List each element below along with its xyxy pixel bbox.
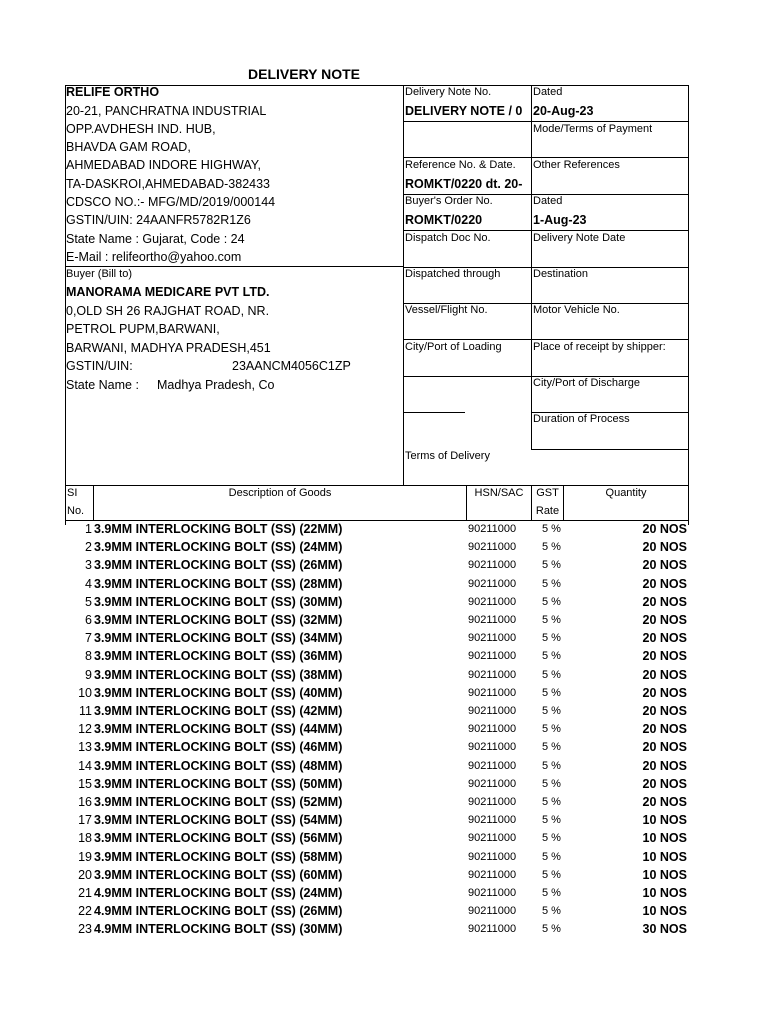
row-gst: 5 % [542,905,561,918]
seller-address-line: AHMEDABAD INDORE HIGHWAY, [66,158,261,172]
table-row [66,556,688,574]
row-number: 13 [78,740,92,755]
col-gst-header-2: Rate [535,505,560,517]
row-description: 3.9MM INTERLOCKING BOLT (SS) (42MM) [94,704,343,718]
buyers-order-value: ROMKT/0220 [405,213,483,227]
seller-email: E-Mail : relifeortho@yahoo.com [66,250,242,264]
row-gst: 5 % [542,759,561,772]
table-row [66,666,688,684]
delivery-note-date-label: Delivery Note Date [533,232,626,244]
row-hsn: 90211000 [468,814,517,827]
row-description: 3.9MM INTERLOCKING BOLT (SS) (28MM) [94,576,343,591]
row-quantity: 10 NOS [642,813,687,828]
row-hsn: 90211000 [468,577,517,590]
city-discharge-label: City/Port of Discharge [533,377,640,389]
table-row [66,902,688,920]
row-quantity: 20 NOS [642,776,687,791]
table-row [66,738,688,756]
table-row [66,538,688,556]
row-hsn: 90211000 [468,523,517,535]
row-quantity: 30 NOS [642,922,687,937]
row-quantity: 20 NOS [642,613,687,627]
row-quantity: 20 NOS [642,740,687,755]
row-gst: 5 % [542,723,561,736]
buyer-label: Buyer (Bill to) [66,268,133,280]
row-hsn: 90211000 [468,832,517,845]
row-number: 5 [85,594,92,609]
row-gst: 5 % [542,832,561,845]
row-hsn: 90211000 [468,759,517,772]
row-hsn: 90211000 [468,686,517,699]
row-quantity: 20 NOS [642,558,687,573]
dispatch-doc-label: Dispatch Doc No. [405,232,491,244]
row-gst: 5 % [542,559,561,572]
row-number: 21 [78,886,92,900]
row-hsn: 90211000 [468,668,517,681]
row-gst: 5 % [542,741,561,754]
delivery-note-no-value: DELIVERY NOTE / 0 [405,104,523,118]
row-number: 17 [78,813,92,828]
row-quantity: 20 NOS [642,704,687,718]
table-row [66,757,688,775]
place-receipt-label: Place of receipt by shipper: [533,341,666,353]
row-quantity: 10 NOS [642,831,687,846]
row-description: 3.9MM INTERLOCKING BOLT (SS) (22MM) [94,522,343,536]
row-quantity: 10 NOS [642,867,687,882]
row-gst: 5 % [542,541,561,554]
row-description: 3.9MM INTERLOCKING BOLT (SS) (26MM) [94,558,343,573]
other-references-label: Other References [533,159,620,171]
row-description: 4.9MM INTERLOCKING BOLT (SS) (30MM) [94,922,343,937]
row-hsn: 90211000 [468,741,517,754]
row-hsn: 90211000 [468,595,517,608]
table-row [66,702,688,720]
col-si-header: SI [67,487,78,499]
row-number: 18 [78,831,92,846]
seller-state: State Name : Gujarat, Code : 24 [66,232,245,246]
table-row [66,811,688,829]
row-gst: 5 % [542,814,561,827]
row-description: 3.9MM INTERLOCKING BOLT (SS) (52MM) [94,795,343,809]
col-desc-header: Description of Goods [228,487,332,499]
row-hsn: 90211000 [468,559,517,572]
page-title: DELIVERY NOTE [248,66,361,82]
motor-vehicle-label: Motor Vehicle No. [533,304,620,316]
row-hsn: 90211000 [468,541,517,554]
table-row [66,829,688,847]
row-number: 10 [78,685,92,700]
border-right [688,85,689,525]
row-description: 3.9MM INTERLOCKING BOLT (SS) (24MM) [94,540,343,555]
row-number: 9 [85,667,92,682]
table-row [66,611,688,629]
row-description: 3.9MM INTERLOCKING BOLT (SS) (58MM) [94,849,343,864]
table-row [66,866,688,884]
buyers-order-label: Buyer's Order No. [405,195,493,207]
table-row [66,575,688,593]
row-gst: 5 % [542,850,561,863]
row-number: 3 [85,558,92,573]
dispatched-through-label: Dispatched through [405,268,501,280]
table-row [66,884,688,902]
buyer-address-line: BARWANI, MADHYA PRADESH,451 [66,341,271,355]
row-number: 11 [79,704,92,718]
row-number: 15 [78,776,92,791]
buyer-gstin-label: GSTIN/UIN: [66,359,133,373]
dated-value: 20-Aug-23 [533,104,594,118]
row-hsn: 90211000 [468,614,517,626]
row-hsn: 90211000 [468,868,517,881]
row-number: 23 [78,922,92,937]
seller-address-line: TA-DASKROI,AHMEDABAD-382433 [66,177,270,191]
vessel-label: Vessel/Flight No. [405,304,488,316]
row-gst: 5 % [542,632,561,645]
buyer-address-line: 0,OLD SH 26 RAJGHAT ROAD, NR. [66,304,270,318]
row-description: 3.9MM INTERLOCKING BOLT (SS) (50MM) [94,776,343,791]
table-row [66,720,688,738]
row-description: 3.9MM INTERLOCKING BOLT (SS) (56MM) [94,831,343,846]
col-qty-header: Quantity [605,487,647,499]
row-number: 7 [85,631,92,646]
row-quantity: 10 NOS [642,904,687,919]
row-quantity: 20 NOS [642,667,687,682]
seller-address-line: BHAVDA GAM ROAD, [66,140,191,154]
row-number: 1 [85,522,92,536]
row-gst: 5 % [542,577,561,590]
row-number: 16 [78,795,92,809]
row-hsn: 90211000 [468,723,517,736]
row-number: 14 [78,758,92,773]
row-quantity: 20 NOS [642,631,687,646]
destination-label: Destination [533,268,589,280]
row-gst: 5 % [542,523,561,535]
duration-label: Duration of Process [533,413,630,425]
col-hsn-header: HSN/SAC [474,487,524,499]
row-quantity: 20 NOS [642,758,687,773]
row-description: 4.9MM INTERLOCKING BOLT (SS) (24MM) [94,886,343,900]
row-number: 22 [78,904,92,919]
row-gst: 5 % [542,614,561,626]
row-description: 3.9MM INTERLOCKING BOLT (SS) (36MM) [94,649,343,664]
table-row [66,793,688,811]
row-hsn: 90211000 [468,850,517,863]
row-quantity: 20 NOS [642,522,687,536]
table-row [66,647,688,665]
row-number: 6 [85,613,92,627]
dated2-value: 1-Aug-23 [533,213,587,227]
row-description: 3.9MM INTERLOCKING BOLT (SS) (40MM) [94,685,343,700]
row-description: 3.9MM INTERLOCKING BOLT (SS) (34MM) [94,631,343,646]
row-description: 4.9MM INTERLOCKING BOLT (SS) (26MM) [94,904,343,919]
row-gst: 5 % [542,705,561,717]
row-quantity: 20 NOS [642,795,687,809]
row-quantity: 20 NOS [642,594,687,609]
row-number: 19 [78,849,92,864]
table-row [66,593,688,611]
row-gst: 5 % [542,650,561,663]
row-hsn: 90211000 [468,796,517,808]
row-gst: 5 % [542,923,561,936]
reference-label: Reference No. & Date. [405,159,516,171]
table-row [66,920,688,938]
row-hsn: 90211000 [468,777,517,790]
seller-address-line: 20-21, PANCHRATNA INDUSTRIAL [66,104,267,118]
row-number: 20 [78,867,92,882]
col-si-header-2: No. [67,505,85,517]
table-row [66,520,688,538]
dated2-label: Dated [533,195,563,207]
row-hsn: 90211000 [468,923,517,936]
buyer-name: MANORAMA MEDICARE PVT LTD. [66,285,270,299]
row-description: 3.9MM INTERLOCKING BOLT (SS) (30MM) [94,594,343,609]
row-gst: 5 % [542,686,561,699]
row-quantity: 20 NOS [642,685,687,700]
dated-label: Dated [533,86,563,98]
row-description: 3.9MM INTERLOCKING BOLT (SS) (60MM) [94,867,343,882]
row-hsn: 90211000 [468,705,517,717]
terms-delivery-label: Terms of Delivery [405,450,490,462]
row-number: 12 [78,722,92,737]
row-gst: 5 % [542,777,561,790]
row-description: 3.9MM INTERLOCKING BOLT (SS) (38MM) [94,667,343,682]
seller-address-line: OPP.AVDHESH IND. HUB, [66,122,216,136]
buyer-address-line: PETROL PUPM,BARWANI, [66,322,220,336]
row-quantity: 20 NOS [642,722,687,737]
buyer-state-value: Madhya Pradesh, Co [157,378,275,392]
row-hsn: 90211000 [468,905,517,918]
row-hsn: 90211000 [468,887,517,899]
table-row [66,684,688,702]
city-loading-label: City/Port of Loading [405,341,502,353]
row-number: 4 [85,576,92,591]
buyer-gstin-value: 23AANCM4056C1ZP [232,359,351,373]
row-gst: 5 % [542,887,561,899]
reference-value: ROMKT/0220 dt. 20- [405,177,523,191]
row-gst: 5 % [542,668,561,681]
row-quantity: 10 NOS [642,886,687,900]
row-number: 8 [85,649,92,664]
delivery-note-no-label: Delivery Note No. [405,86,492,98]
table-row [66,775,688,793]
row-hsn: 90211000 [468,632,517,645]
row-gst: 5 % [542,595,561,608]
table-row [66,848,688,866]
row-gst: 5 % [542,796,561,808]
row-quantity: 10 NOS [642,849,687,864]
seller-name: RELIFE ORTHO [66,85,160,99]
seller-gstin: GSTIN/UIN: 24AANFR5782R1Z6 [66,213,251,227]
row-description: 3.9MM INTERLOCKING BOLT (SS) (54MM) [94,813,343,828]
seller-cdsco: CDSCO NO.:- MFG/MD/2019/000144 [66,195,276,209]
col-gst-header: GST [536,487,559,499]
mode-terms-label: Mode/Terms of Payment [533,123,653,135]
row-description: 3.9MM INTERLOCKING BOLT (SS) (44MM) [94,722,343,737]
buyer-state-label: State Name : [66,378,139,392]
table-row [66,629,688,647]
divider-mid [403,85,404,485]
row-description: 3.9MM INTERLOCKING BOLT (SS) (46MM) [94,740,343,755]
row-quantity: 20 NOS [642,649,687,664]
row-quantity: 20 NOS [642,576,687,591]
row-number: 2 [85,540,92,555]
row-gst: 5 % [542,868,561,881]
row-quantity: 20 NOS [642,540,687,555]
row-description: 3.9MM INTERLOCKING BOLT (SS) (48MM) [94,758,343,773]
row-hsn: 90211000 [468,650,517,663]
row-description: 3.9MM INTERLOCKING BOLT (SS) (32MM) [94,613,343,627]
